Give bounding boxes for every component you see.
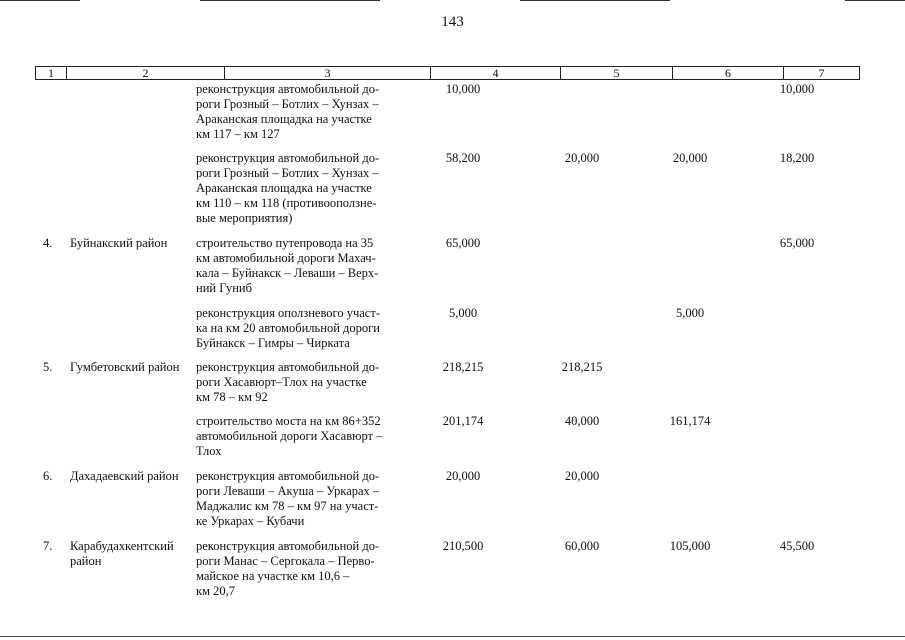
header-col-7: 7 <box>818 66 825 80</box>
row-col-5: 60,000 <box>564 539 600 553</box>
row-col-5: 218,215 <box>561 360 603 374</box>
row-col-6: 105,000 <box>669 539 711 553</box>
row-col-7: 10,000 <box>779 82 815 96</box>
row-col-5: 40,000 <box>564 414 600 428</box>
scan-edge-artifact <box>0 0 80 1</box>
row-district: Буйнакский район <box>70 236 168 250</box>
row-description: реконструкция автомобильной до- роги Леваши – Акуша – Уркарах – Маджалис км 78 – км 97 на участ- ке Уркарах – Кубачи <box>196 469 380 528</box>
row-col-6: 5,000 <box>675 306 705 320</box>
row-col-6: 161,174 <box>669 414 711 428</box>
row-col-5: 20,000 <box>564 151 600 165</box>
scan-bottom-edge <box>0 636 905 637</box>
table-header <box>35 66 860 80</box>
row-col-7: 45,500 <box>779 539 815 553</box>
header-col-3: 3 <box>324 66 331 80</box>
row-col-7: 18,200 <box>779 151 815 165</box>
row-description: строительство моста на км 86+352 автомобильной дороги Хасавюрт – Тлох <box>196 414 383 458</box>
row-col-7: 65,000 <box>779 236 815 250</box>
row-col-4: 10,000 <box>445 82 481 96</box>
row-district: Гумбетовский район <box>70 360 180 374</box>
scan-edge-artifact <box>845 0 905 1</box>
header-col-6: 6 <box>725 66 731 80</box>
row-col-6: 20,000 <box>672 151 708 165</box>
scan-edge-artifact <box>520 0 670 1</box>
row-district: Карабудахкентский район <box>70 539 174 568</box>
row-col-4: 218,215 <box>442 360 484 374</box>
header-col-5: 5 <box>613 66 620 80</box>
header-col-4: 4 <box>492 66 499 80</box>
row-col-4: 5,000 <box>448 306 478 320</box>
row-index: 5. <box>43 360 53 374</box>
row-description: реконструкция автомобильной до- роги Грозный – Ботлих – Хунзах – Араканская площадка на участке км 110 – км 118 (противооползне- вые мероприятия) <box>196 151 380 225</box>
row-col-5: 20,000 <box>564 469 600 483</box>
row-col-4: 210,500 <box>442 539 484 553</box>
header-col-2: 2 <box>142 66 149 80</box>
row-index: 6. <box>43 469 53 483</box>
row-description: реконструкция автомобильной до- роги Манас – Сергокала – Перво- майское на участке км 10,6 – км 20,7 <box>196 539 380 598</box>
page-number: 143 <box>441 14 464 30</box>
scan-edge-artifact <box>200 0 380 1</box>
row-index: 7. <box>43 539 53 553</box>
row-description: реконструкция оползневого участ- ка на км 20 автомобильной дороги Буйнакск – Гимры – Чирката <box>196 306 380 350</box>
row-district: Дахадаевский район <box>70 469 179 483</box>
header-col-1: 1 <box>48 66 54 80</box>
row-col-4: 65,000 <box>445 236 481 250</box>
row-col-4: 20,000 <box>445 469 481 483</box>
row-description: реконструкция автомобильной до- роги Хасавюрт–Тлох на участке км 78 – км 92 <box>196 360 380 404</box>
row-description: реконструкция автомобильной до- роги Грозный – Ботлих – Хунзах – Араканская площадка на участке км 117 – км 127 <box>196 82 380 141</box>
row-index: 4. <box>43 236 53 250</box>
row-col-4: 201,174 <box>442 414 484 428</box>
row-col-4: 58,200 <box>445 151 481 165</box>
row-description: строительство путепровода на 35 км автомобильной дороги Махач- кала – Буйнакск – Леваши – Верх- ний Гуниб <box>196 236 379 295</box>
